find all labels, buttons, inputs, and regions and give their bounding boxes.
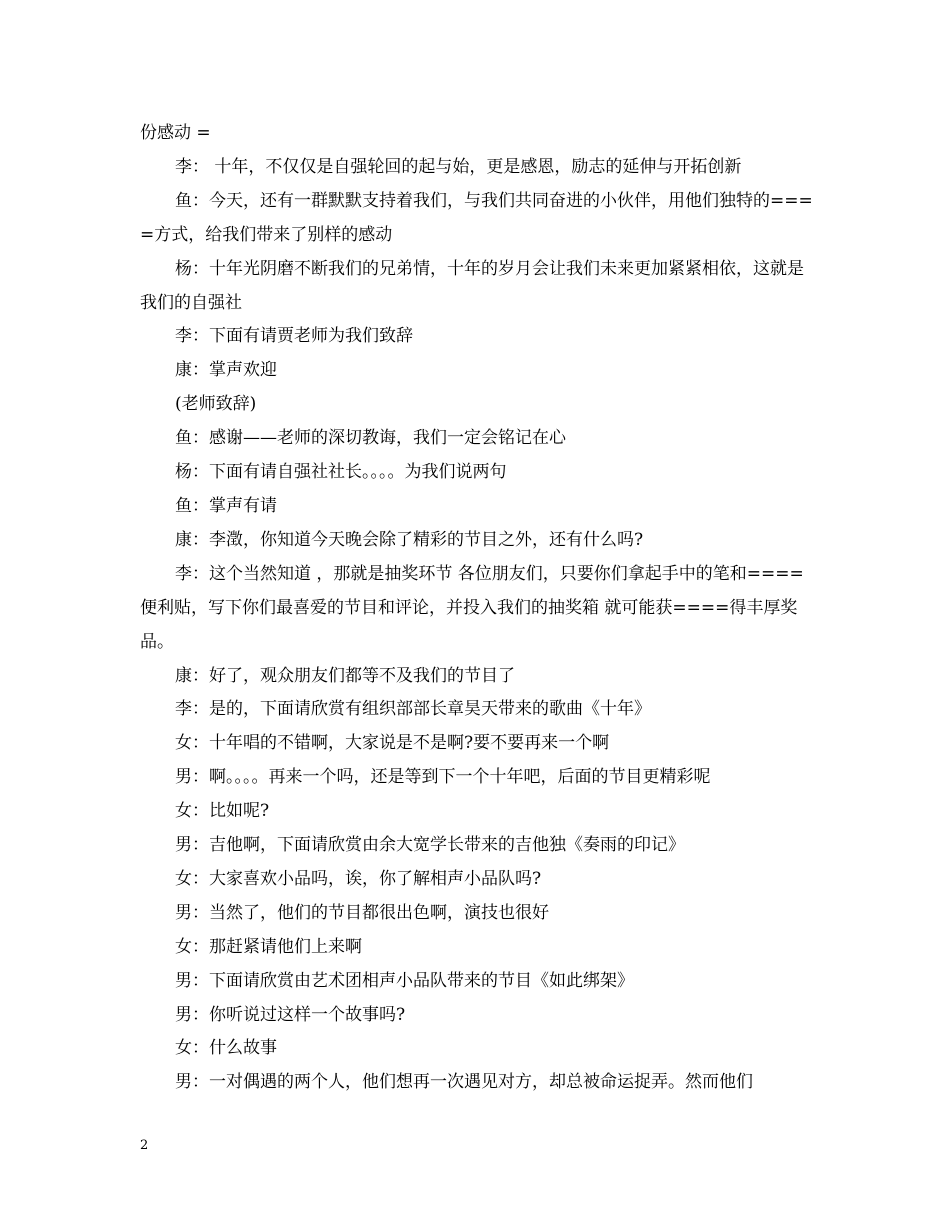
paragraph: (老师致辞) (175, 394, 257, 415)
paragraph: 鱼：掌声有请 (175, 495, 277, 516)
paragraph: 男：下面请欣赏由艺术团相声小品队带来的节目《如此绑架》 (175, 970, 634, 991)
paragraph: 女：什么故事 (175, 1038, 277, 1059)
paragraph: 李：是的，下面请欣赏有组织部部长章昊天带来的歌曲《十年》 (175, 699, 651, 720)
paragraph: 份感动 = (140, 123, 211, 143)
paragraph: 李：下面有请贾老师为我们致辞 (175, 326, 413, 347)
paragraph: 鱼：感谢——老师的深切教诲，我们一定会铭记在心 (175, 428, 566, 449)
paragraph: 杨：十年光阴磨不断我们的兄弟情，十年的岁月会让我们未来更加紧紧相依，这就是我们的自强社 (140, 258, 804, 313)
paragraph: 杨：下面有请自强社社长。。。。为我们说两句 (175, 462, 507, 483)
paragraph: 康：李澂，你知道今天晚会除了精彩的节目之外，还有什么吗? (175, 529, 644, 550)
paragraph: 李：这个当然知道 ，那就是抽奖环节 各位朋友们，只要你们拿起手中的笔和====便利贴，写下你们最喜爱的节目和评论，并投入我们的抽奖箱 就可能获====得丰厚奖品。 (140, 563, 804, 652)
paragraph: 女：那赶紧请他们上来啊 (175, 936, 362, 957)
paragraph: 男：吉他啊，下面请欣赏由余大宽学长带来的吉他独《奏雨的印记》 (175, 835, 685, 856)
page-number: 2 (140, 1138, 149, 1153)
paragraph: 女：十年唱的不错啊，大家说是不是啊?要不要再来一个啊 (175, 733, 610, 754)
paragraph: 男：当然了，他们的节目都很出色啊，演技也很好 (175, 902, 549, 923)
document-body (140, 117, 820, 1100)
paragraph: 李： 十年，不仅仅是自强轮回的起与始，更是感恩，励志的延伸与开拓创新 (175, 156, 742, 177)
paragraph: 女：比如呢? (175, 801, 270, 822)
paragraph: 男：啊。。。。再来一个吗，还是等到下一个十年吧，后面的节目更精彩呢 (175, 767, 711, 788)
paragraph: 康：好了，观众朋友们都等不及我们的节目了 (175, 665, 515, 686)
paragraph: 女：大家喜欢小品吗，诶，你了解相声小品队吗? (175, 868, 542, 889)
paragraph: 男：你听说过这样一个故事吗? (175, 1004, 406, 1025)
paragraph: 男：一对偶遇的两个人，他们想再一次遇见对方，却总被命运捉弄。然而他们 (175, 1072, 753, 1093)
paragraph: 康：掌声欢迎 (175, 360, 277, 381)
paragraph: 鱼：今天，还有一群默默支持着我们，与我们共同奋进的小伙伴，用他们独特的====方式，给我们带来了别样的感动 (140, 190, 813, 245)
